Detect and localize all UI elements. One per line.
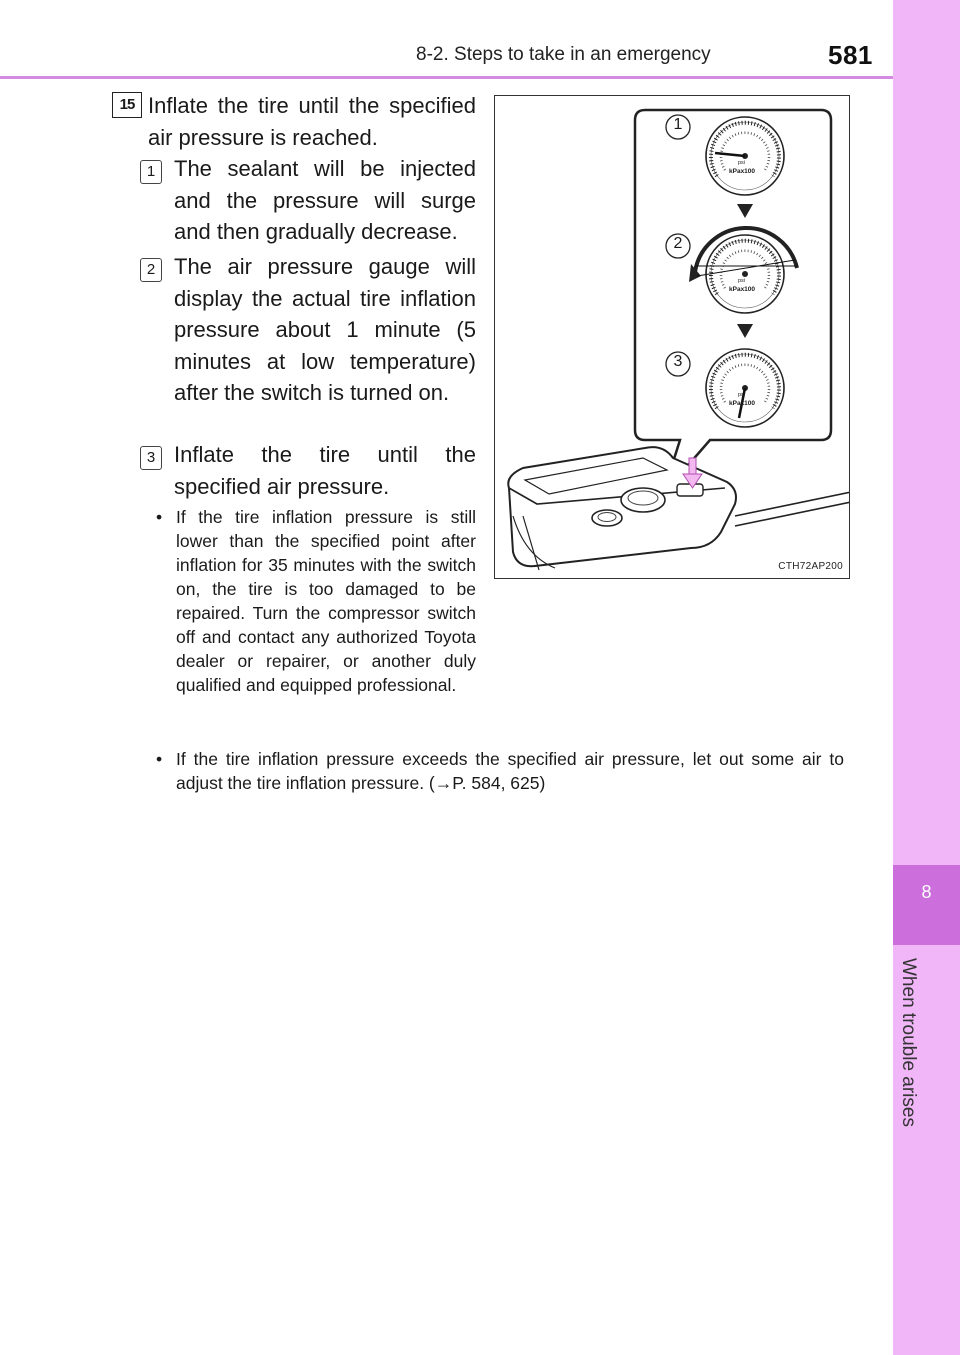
substep-text-2: The air pressure gauge will display the actual tire inflation pressure about 1 minute (5 minutes at low temperature) after the switch is turned on. xyxy=(174,254,476,405)
bullet-dot: • xyxy=(156,507,163,527)
gauge-psi-3: psi xyxy=(738,392,746,398)
chapter-side-strip xyxy=(893,0,960,1355)
figure-code: CTH72AP200 xyxy=(778,561,843,572)
substep-number-3: 3 xyxy=(140,446,162,470)
callout-label-3: 3 xyxy=(673,353,683,370)
substep-text-3: Inflate the tire until the specified air pressure. xyxy=(174,442,476,499)
substep-number-1: 1 xyxy=(140,160,162,184)
substep-text-1: The sealant will be injected and the pressure will surge and then gradually decrease. xyxy=(174,156,476,244)
bullet-dot: • xyxy=(156,749,163,769)
header-divider xyxy=(0,76,893,79)
chapter-label xyxy=(897,958,923,1138)
note-text-1: If the tire inflation pressure is still lower than the specified point after inflation for 35 minutes with the switch on, the tire is too damaged to be repaired. Turn the compressor switch off and contact any authorized Toyota dealer or repairer, or another duly qualified and equipped professional. xyxy=(176,507,476,695)
chapter-number-box xyxy=(893,865,960,945)
gauge-unit-3: kPax100 xyxy=(729,400,756,407)
substep-number-2: 2 xyxy=(140,258,162,282)
page-number: 581 xyxy=(828,40,873,70)
chapter-number: 8 xyxy=(921,882,932,902)
compressor-illustration xyxy=(494,95,850,579)
compressor-gauge-drawing xyxy=(495,96,850,579)
gauge-psi-2: psi xyxy=(738,278,746,284)
note-bullet-2 xyxy=(156,747,844,807)
step-text: Inflate the tire until the specified air pressure is reached. xyxy=(148,93,476,150)
gauge-psi-1: psi xyxy=(738,160,746,166)
chapter-title: When trouble arises xyxy=(898,958,919,1127)
section-title: 8-2. Steps to take in an emergency xyxy=(416,44,711,65)
note-bullet-1 xyxy=(156,505,476,745)
gauge-unit-2: kPax100 xyxy=(729,286,756,293)
step-number-badge: 15 xyxy=(112,92,142,118)
callout-label-2: 2 xyxy=(673,235,683,252)
gauge-unit-1: kPax100 xyxy=(729,168,756,175)
note-text-2: If the tire inflation pressure exceeds the specified air pressure, let out some air to adjust the tire inflation pressure. (→P. 584, 625) xyxy=(176,749,844,793)
callout-label-1: 1 xyxy=(673,116,683,133)
